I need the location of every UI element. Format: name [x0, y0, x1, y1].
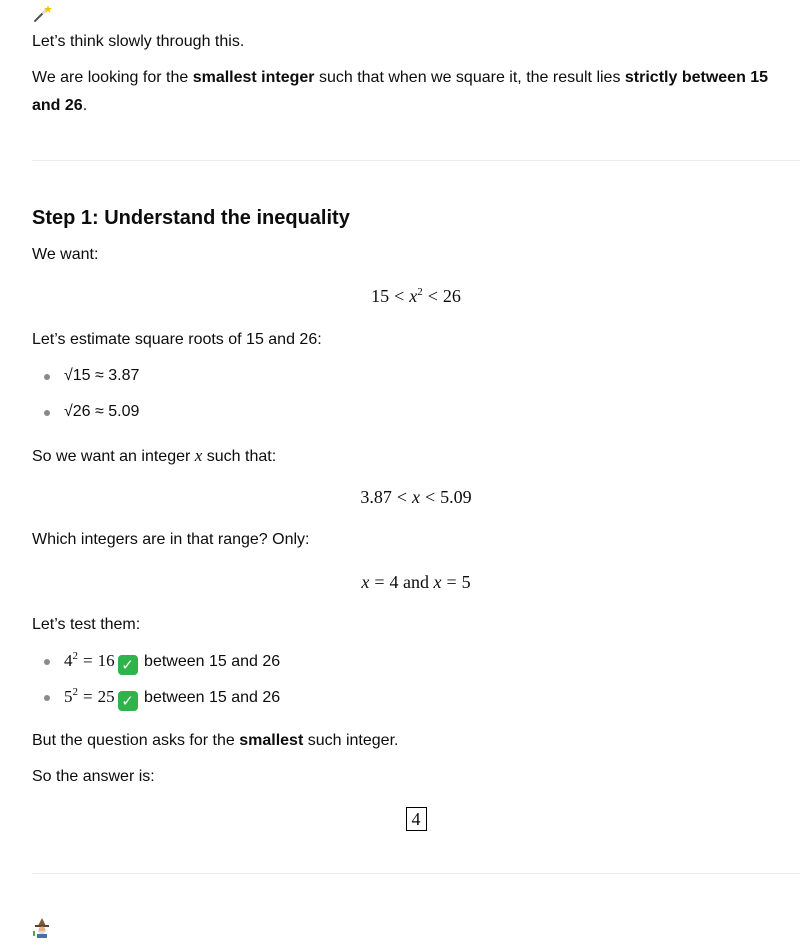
math-operator: = [83, 687, 93, 706]
radical-sign: √ [64, 367, 73, 384]
bold-smallest: smallest [239, 732, 304, 749]
list-item-test-4 [64, 647, 280, 676]
radical-sign: √ [64, 403, 73, 420]
math-exponent: 2 [417, 286, 423, 298]
intro-text: Let’s think slowly through this. [32, 33, 245, 50]
math-number: 5 [461, 572, 471, 592]
math-operator: < [396, 487, 407, 507]
math-operator: < [427, 286, 438, 306]
estimate-intro: Let’s estimate square roots of 15 and 26: [32, 331, 322, 348]
math-number: 4 [64, 651, 73, 670]
answer-intro: So the answer is: [32, 768, 155, 785]
we-want-text: We want: [32, 246, 99, 263]
approximation: ≈ 5.09 [95, 403, 140, 420]
bullet-dot [44, 695, 50, 701]
math-operator: = [83, 651, 93, 670]
math-variable: x [409, 286, 418, 306]
intro-line [32, 28, 244, 56]
math-expression [64, 687, 115, 706]
math-number: 3.87 [360, 487, 392, 507]
range-equation [32, 485, 800, 509]
radicand: 26 [72, 403, 91, 420]
math-number: 5 [64, 687, 73, 706]
magic-wand-icon [32, 4, 52, 24]
test-intro: Let’s test them: [32, 616, 141, 633]
candidates-equation [32, 570, 800, 594]
math-variable: x [194, 446, 203, 465]
math-expression [64, 651, 115, 670]
test-note: between 15 and 26 [144, 653, 281, 670]
text: But the question asks for the [32, 732, 240, 749]
check-mark-icon: ✓ [118, 691, 138, 711]
math-number: 5.09 [440, 487, 472, 507]
math-number: 4 [389, 572, 399, 592]
text: We are looking for the [32, 69, 193, 86]
math-text: and [403, 572, 429, 592]
math-operator: = [446, 572, 457, 592]
math-exponent: 2 [72, 650, 78, 662]
bold-smallest-integer: smallest integer [192, 69, 315, 86]
which-integers-text: Which integers are in that range? Only: [32, 531, 310, 548]
math-number: 26 [442, 286, 461, 306]
bullet-dot [44, 659, 50, 665]
wizard-icon [32, 918, 52, 938]
text: such that: [202, 448, 277, 465]
approximation: ≈ 3.87 [95, 367, 140, 384]
radicand: 15 [72, 367, 91, 384]
step1-heading: Step 1: Understand the inequality [32, 207, 350, 229]
math-variable: x [361, 572, 370, 592]
boxed-answer: 4 [406, 807, 427, 831]
list-item-sqrt-15 [64, 362, 139, 390]
math-number: 15 [371, 286, 390, 306]
list-item-test-5 [64, 683, 280, 712]
problem-statement [32, 64, 792, 120]
math-variable: x [433, 572, 442, 592]
math-exponent: 2 [72, 686, 78, 698]
divider [32, 873, 800, 874]
math-variable: x [412, 487, 420, 507]
math-operator: < [394, 286, 405, 306]
list-item-sqrt-26 [64, 398, 139, 426]
math-operator: = [374, 572, 385, 592]
bold-range: strictly between 15 and 26 [32, 69, 769, 114]
answer-block [32, 807, 800, 831]
text: such integer. [303, 732, 399, 749]
smallest-clarification [32, 727, 398, 755]
math-number: 16 [97, 651, 115, 670]
bullet-dot [44, 410, 50, 416]
text: . [82, 97, 88, 114]
integer-intro [32, 442, 276, 471]
inequality-equation [32, 284, 800, 308]
check-mark-icon: ✓ [118, 655, 138, 675]
text: So we want an integer [32, 448, 195, 465]
math-operator: < [425, 487, 436, 507]
bullet-dot [44, 374, 50, 380]
divider [32, 160, 800, 161]
math-number: 25 [97, 687, 115, 706]
test-note: between 15 and 26 [144, 689, 281, 706]
text: such that when we square it, the result lies [314, 69, 625, 86]
